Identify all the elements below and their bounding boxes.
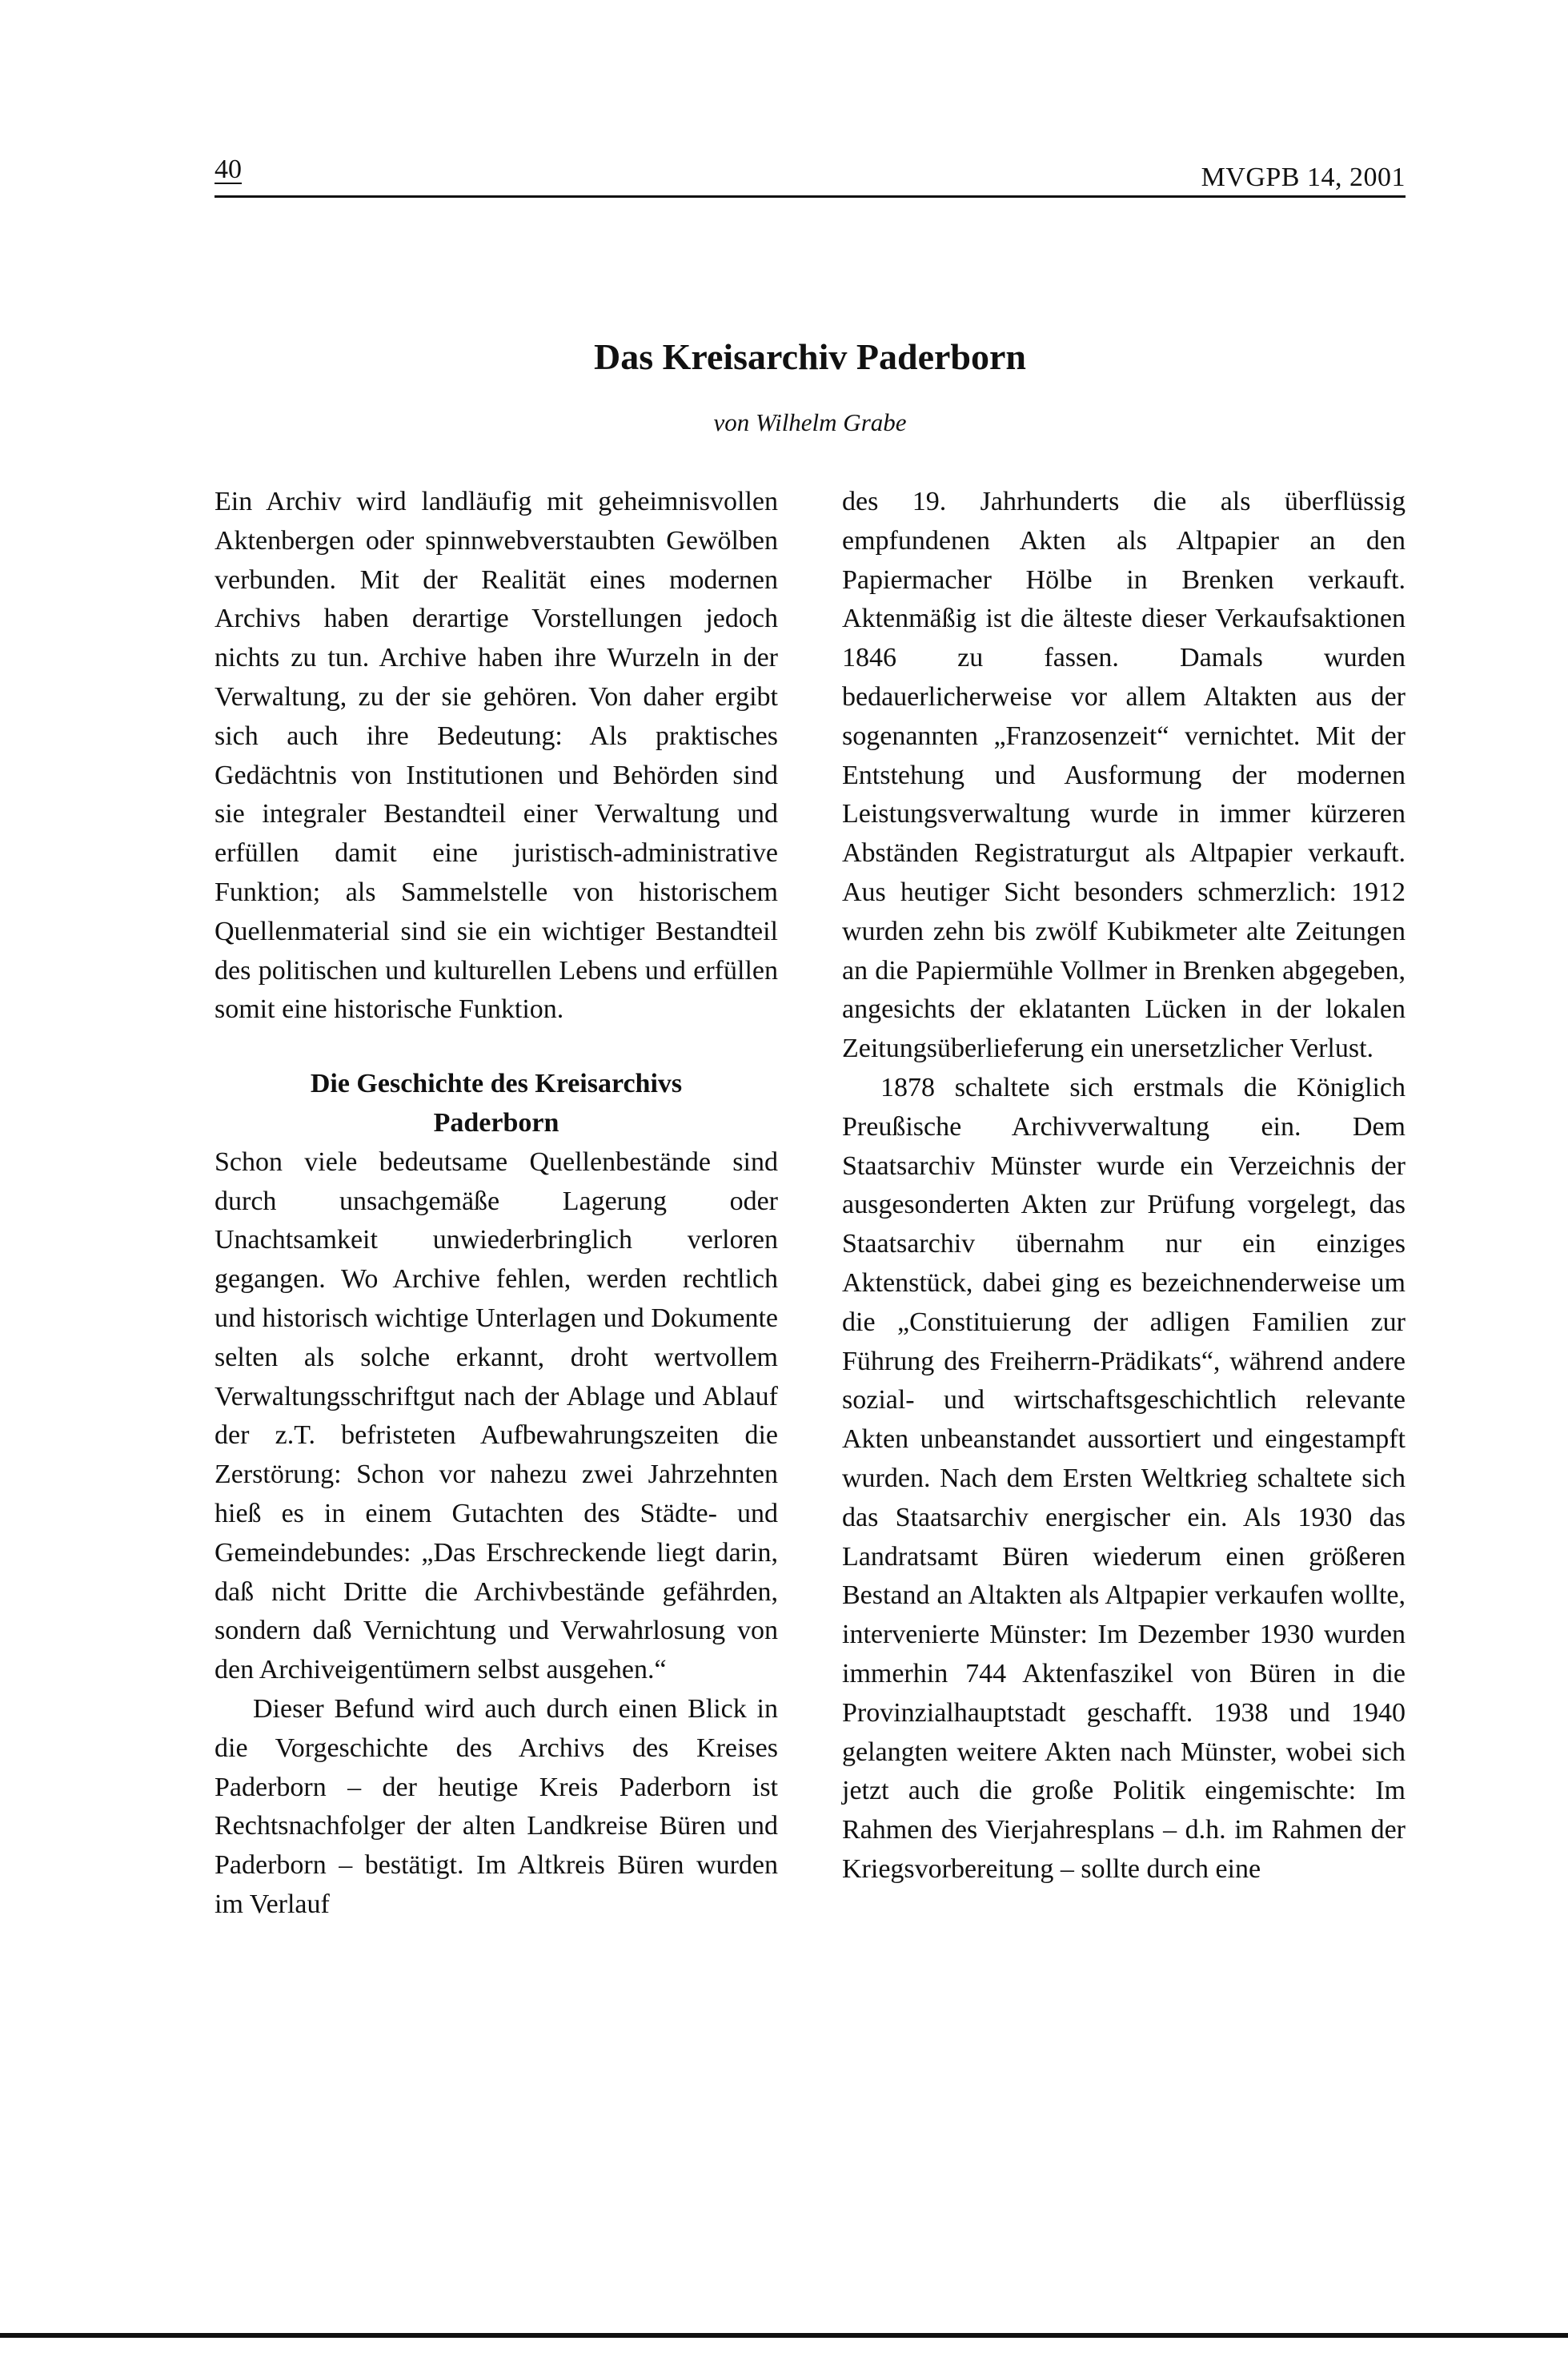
page-header: [215, 154, 1406, 198]
intro-paragraph: Ein Archiv wird landläufig mit geheimnisvollen Aktenbergen oder spinnwebverstaubten Gewölben verbunden. Mit der Realität eines modernen Archivs haben derartige Vorstellungen jedoch nichts zu tun. Archive haben ihre Wurzeln in der Verwaltung, zu der sie gehören. Von daher ergibt sich auch ihre Bedeutung: Als praktisches Gedächtnis von Institutionen und Behörden sind sie integraler Bestandteil einer Verwaltung und erfüllen damit eine juristisch-administrative Funktion; als Sammelstelle von historischem Quellenmaterial sind sie ein wichtiger Bestandteil des politischen und kulturellen Lebens und erfüllen somit eine historische Funktion.: [215, 487, 778, 1025]
article-byline: von Wilhelm Grabe: [713, 408, 907, 436]
section-heading: Die Geschichte des Kreisarchivs Paderborn: [310, 1069, 683, 1138]
left-column: [215, 483, 778, 1925]
journal-reference: MVGPB 14, 2001: [1201, 163, 1406, 192]
section-paragraph-1: Schon viele bedeutsame Quellenbestände sind durch unsachgemäße Lagerung oder Unachtsamkeit unwiederbringlich verloren gegangen. Wo Archive fehlen, werden rechtlich und historisch wichtige Unterlagen und Dokumente selten als solche erkannt, droht wertvollem Verwaltungsschriftgut nach der Ablage und Ablauf der z.T. befristeten Aufbewahrungszeiten die Zerstörung: Schon vor nahezu zwei Jahrzehnten hieß es in einem Gutachten des Städte- und Gemeindebundes: „Das Erschreckende liegt darin, daß nicht Dritte die Archivbestände gefährden, sondern daß Vernichtung und Verwahrlosung von den Archiveigentümern selbst ausgehen.“: [215, 1146, 778, 1685]
page-number: 40: [215, 155, 242, 184]
section-paragraph-2: Dieser Befund wird auch durch einen Blick in die Vorgeschichte des Archivs des Kreises Paderborn – der heutige Kreis Paderborn ist Rechtsnachfolger der alten Landkreise Büren und Paderborn – bestätigt. Im Altkreis Büren wurden im Verlauf: [215, 1693, 778, 1919]
article-title: Das Kreisarchiv Paderborn: [593, 336, 1027, 377]
right-column: [842, 483, 1406, 1889]
right-paragraph-2: 1878 schaltete sich erstmals die Königlich Preußische Archivverwaltung ein. Dem Staatsarchiv Münster wurde ein Verzeichnis der ausgesonderten Akten zur Prüfung vorgelegt, das Staatsarchiv übernahm nur ein einziges Aktenstück, dabei ging es bezeichnenderweise um die „Constituierung der adligen Familien zur Führung des Freiherrn-Prädikats“, während andere sozial- und wirtschaftsgeschichtlich relevante Akten unbeanstandet aussortiert und eingestampft wurden. Nach dem Ersten Weltkrieg schaltete sich das Staatsarchiv energischer ein. Als 1930 das Landratsamt Büren wiederum einen größeren Bestand an Altakten als Altpapier verkaufen wollte, intervenierte Münster: Im Dezember 1930 wurden immerhin 744 Aktenfaszikel von Büren in die Provinzialhauptstadt geschafft. 1938 und 1940 gelangten weitere Akten nach Münster, wobei sich jetzt auch die große Politik eingemischte: Im Rahmen des Vierjahresplans – d.h. im Rahmen der Kriegsvorbereitung – sollte durch eine: [842, 1072, 1406, 1884]
bottom-scan-edge: [0, 2333, 1568, 2338]
right-paragraph-1: des 19. Jahrhunderts die als überflüssig empfundenen Akten als Altpapier an den Papiermacher Hölbe in Brenken verkauft. Aktenmäßig ist die älteste dieser Verkaufsaktionen 1846 zu fassen. Damals wurden bedauerlicherweise vor allem Altakten aus der sogenannten „Franzosenzeit“ vernichtet. Mit der Entstehung und Ausformung der modernen Leistungsverwaltung wurde in immer kürzeren Abständen Registraturgut als Altpapier verkauft. Aus heutiger Sicht besonders schmerzlich: 1912 wurden zehn bis zwölf Kubikmeter alte Zeitungen an die Papiermühle Vollmer in Brenken abgegeben, angesichts der eklatanten Lücken in der lokalen Zeitungsüberlieferung ein unersetzlicher Verlust.: [842, 487, 1406, 1064]
